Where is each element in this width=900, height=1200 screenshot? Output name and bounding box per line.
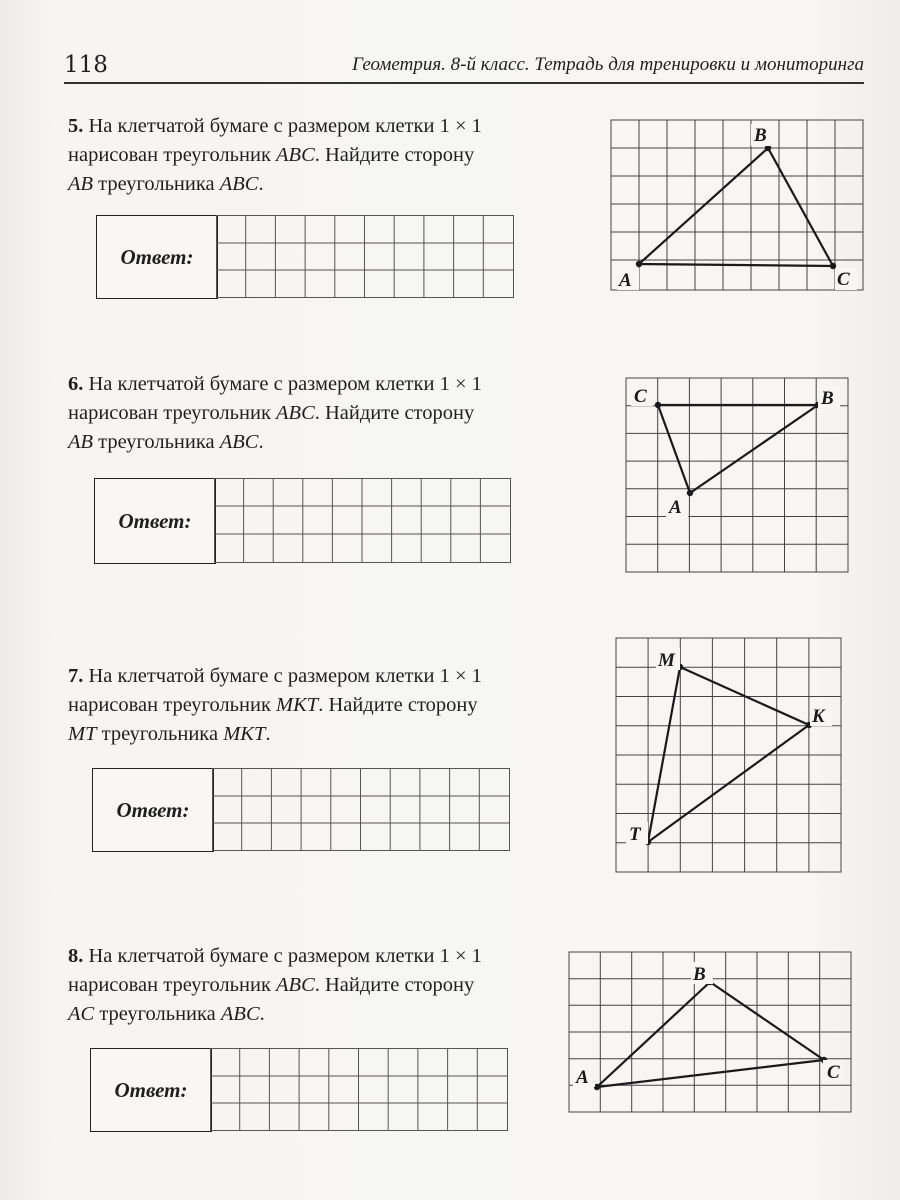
answer-grid-lines: [214, 478, 511, 563]
problem-number: 5.: [68, 115, 84, 137]
problem-line: нарисован треугольник: [68, 974, 277, 996]
problem-line: . Найдите сторону: [314, 402, 475, 424]
problem-line: треугольника: [93, 431, 220, 453]
vertex-point: [655, 402, 661, 408]
answer-label-box: [90, 1048, 212, 1132]
triangle-name: MKT: [276, 694, 319, 716]
problem-line: треугольника: [93, 173, 220, 195]
vertex-label-k: K: [812, 706, 825, 727]
problem-7-figure: [612, 636, 844, 876]
problem-line: . Найдите сторону: [314, 974, 475, 996]
triangle-name: ABC: [276, 974, 315, 996]
problem-line: На клетчатой бумаге с размером клетки 1 × 1: [88, 945, 482, 967]
vertex-label-t: T: [629, 824, 641, 845]
answer-label: Ответ:: [120, 244, 194, 269]
vertex-point: [636, 261, 642, 267]
vertex-label-b: B: [693, 964, 706, 985]
vertex-label-b: B: [821, 388, 834, 409]
answer-grid-lines: [210, 1048, 508, 1131]
vertex-label-b: B: [754, 125, 767, 146]
problem-8-figure: [565, 950, 857, 1116]
problem-line: нарисован треугольник: [68, 694, 277, 716]
vertex-label-a: A: [669, 497, 682, 518]
problem-line: На клетчатой бумаге с размером клетки 1 × 1: [88, 665, 482, 687]
answer-grid[interactable]: [216, 215, 516, 299]
side-name: MT: [68, 723, 97, 745]
problem-5-figure: [605, 118, 875, 296]
answer-grid[interactable]: [214, 478, 512, 564]
triangle-name: MKT: [223, 723, 266, 745]
page-header: [64, 52, 864, 84]
problem-line: нарисован треугольник: [68, 144, 277, 166]
vertex-label-c: C: [827, 1062, 840, 1083]
side-name: AB: [68, 173, 94, 195]
problem-line: треугольника: [96, 723, 224, 745]
problem-line: .: [259, 1003, 265, 1025]
problem-line: . Найдите сторону: [318, 694, 478, 716]
problem-6-figure: [622, 376, 852, 576]
problem-5-text: [68, 112, 588, 199]
answer-label-box: [92, 768, 214, 852]
vertex-label-c: C: [634, 386, 647, 407]
answer-grid-lines: [216, 215, 514, 298]
triangle-name: ABC: [219, 173, 259, 195]
problem-line: .: [258, 173, 264, 195]
problem-line: На клетчатой бумаге с размером клетки 1 × 1: [88, 373, 482, 395]
answer-grid[interactable]: [212, 768, 512, 852]
problem-line: .: [258, 431, 264, 453]
vertex-label-c: C: [837, 269, 850, 290]
side-name: AC: [68, 1003, 95, 1025]
triangle-name: ABC: [219, 431, 259, 453]
problem-6-text: [68, 370, 588, 457]
answer-grid[interactable]: [210, 1048, 510, 1132]
problem-number: 8.: [68, 945, 84, 967]
problem-line: На клетчатой бумаге с размером клетки 1 × 1: [88, 115, 482, 137]
triangle: [658, 405, 818, 493]
side-name: AB: [68, 431, 94, 453]
problem-line: треугольника: [94, 1003, 221, 1025]
triangle-name: ABC: [220, 1003, 260, 1025]
problem-8-text: [68, 942, 588, 1029]
answer-grid-lines: [212, 768, 510, 851]
answer-label: Ответ:: [118, 508, 192, 533]
answer-label-box: [94, 478, 216, 564]
vertex-label-a: A: [619, 270, 632, 291]
page-number: 118: [64, 52, 108, 78]
vertex-label-a: A: [576, 1067, 589, 1088]
running-title: Геометрия. 8-й класс. Тетрадь для тренировки и мониторинга: [352, 54, 864, 75]
problem-line: . Найдите сторону: [314, 144, 475, 166]
vertex-label-m: M: [658, 650, 675, 671]
triangle: [639, 148, 833, 266]
triangle: [597, 982, 824, 1087]
problem-7-text: [68, 662, 588, 749]
problem-line: .: [265, 723, 271, 745]
triangle-name: ABC: [276, 402, 315, 424]
answer-label: Ответ:: [116, 797, 190, 822]
answer-label-box: [96, 215, 218, 299]
triangle-name: ABC: [276, 144, 315, 166]
answer-label: Ответ:: [114, 1077, 188, 1102]
problem-number: 7.: [68, 665, 84, 687]
problem-line: нарисован треугольник: [68, 402, 277, 424]
problem-number: 6.: [68, 373, 84, 395]
